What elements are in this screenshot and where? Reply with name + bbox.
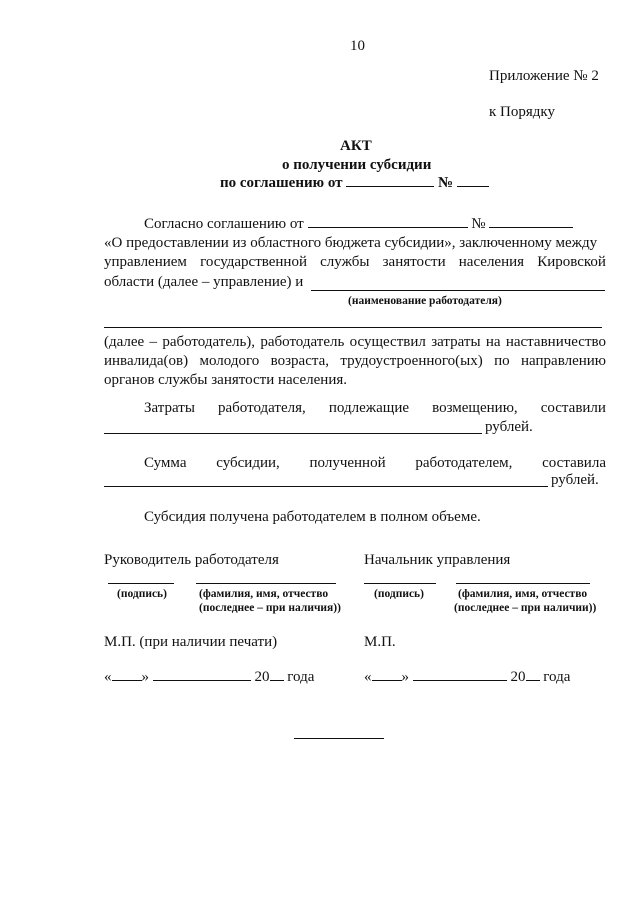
right-fio-line (456, 583, 590, 584)
document-subtitle: о получении субсидии (282, 157, 432, 173)
right-sign-caption: (подпись) (374, 588, 424, 600)
sum-amount-blank (104, 486, 548, 487)
left-day-blank (112, 668, 142, 681)
p2-line2-w3: трудоустроенного(ых) (340, 353, 483, 369)
p2-line2-w0: инвалида(ов) (104, 353, 189, 369)
sum-line (144, 454, 606, 472)
p1-line3-w4: населения (458, 254, 525, 270)
p2-line1-w4: осуществил (349, 334, 426, 350)
p2-line1-w0: (далее (104, 334, 145, 350)
left-date-line (104, 668, 314, 686)
right-fio-caption-1: (фамилия, имя, отчество (458, 588, 588, 600)
p1-line1 (144, 215, 573, 233)
p1-line3-w2: службы (320, 254, 370, 270)
sum-w4: составила (542, 455, 606, 471)
left-year-suffix: года (287, 669, 315, 685)
left-year-prefix: 20 (254, 669, 270, 685)
agreement-number-sign: № (438, 175, 454, 191)
sum-w2: полученной (309, 455, 386, 471)
costs-w0: Затраты (144, 400, 195, 416)
p2-line2-w1: молодого (199, 353, 260, 369)
sum-suffix: рублей. (551, 472, 599, 488)
p1-line3-w5: Кировской (537, 254, 606, 270)
left-role: Руководитель работодателя (104, 552, 279, 568)
p2-line1-w1: – (149, 334, 158, 350)
sum-w3: работодателем, (415, 455, 513, 471)
closing-separator (294, 738, 384, 739)
right-role: Начальник управления (364, 552, 511, 568)
p2-line1-w6: на (485, 334, 501, 350)
left-sign-line (108, 583, 174, 584)
p2-line2-w4: по (494, 353, 510, 369)
page-number: 10 (350, 38, 365, 54)
right-month-blank (413, 668, 507, 681)
p1-line3-w0: управлением (104, 254, 187, 270)
p1-line3-w3: занятости (382, 254, 446, 270)
costs-w2: подлежащие (328, 400, 410, 416)
costs-suffix: рублей. (485, 419, 533, 435)
right-day-blank (372, 668, 402, 681)
agreement-number-blank (457, 174, 489, 187)
agreement-prefix: по соглашению от (220, 175, 343, 191)
left-fio-line (196, 583, 336, 584)
p2-line1-w7: наставничество (505, 334, 606, 350)
p1-date-blank (308, 215, 468, 228)
p2-line2-w2: возраста, (270, 353, 330, 369)
employer-name-blank (311, 290, 605, 291)
costs-amount-blank (104, 433, 482, 434)
p2-line1 (104, 333, 606, 351)
left-fio-caption-1: (фамилия, имя, отчество (199, 588, 329, 600)
left-date-close: » (141, 669, 149, 685)
p1-number-blank (489, 215, 573, 228)
appendix-label: Приложение № 2 (489, 68, 599, 84)
right-stamp: М.П. (364, 634, 396, 650)
agreement-line (220, 174, 489, 192)
left-stamp: М.П. (при наличии печати) (104, 634, 278, 650)
p1-line2: «О предоставлении из областного бюджета субсидии», заключенному между (104, 235, 598, 251)
p2-line1-w3: работодатель (260, 334, 345, 350)
left-sign-caption: (подпись) (117, 588, 167, 600)
p1-number-sign: № (471, 216, 486, 232)
right-date-close: » (401, 669, 409, 685)
costs-w4: составили (540, 400, 606, 416)
left-date-open: « (104, 669, 112, 685)
p1-line3-w1: государственной (200, 254, 307, 270)
full-received-text: Субсидия получена работодателем в полном объеме. (144, 509, 481, 525)
p2-line3: органов службы занятости населения. (104, 372, 348, 388)
document-title: АКТ (340, 138, 372, 154)
p1-line3 (104, 253, 606, 271)
p2-line2-w5: направлению (521, 353, 606, 369)
left-fio-caption-2: (последнее – при наличия)) (199, 602, 341, 614)
right-date-line (364, 668, 570, 686)
employer-name-blank-2 (104, 327, 602, 328)
employer-caption: (наименование работодателя) (348, 295, 502, 307)
order-reference: к Порядку (489, 104, 555, 120)
costs-w1: работодателя, (218, 400, 306, 416)
sum-w1: субсидии, (216, 455, 280, 471)
p1-prefix: Согласно соглашению от (144, 216, 304, 232)
left-month-blank (153, 668, 251, 681)
right-date-open: « (364, 669, 372, 685)
right-sign-line (364, 583, 436, 584)
right-fio-caption-2: (последнее – при наличии)) (454, 602, 597, 614)
right-year-blank (526, 668, 540, 681)
left-year-blank (270, 668, 284, 681)
costs-w3: возмещению, (432, 400, 518, 416)
p1-line4: области (далее – управление) и (104, 274, 304, 290)
sum-w0: Сумма (144, 455, 187, 471)
p2-line2 (104, 352, 606, 370)
p2-line1-w2: работодатель), (162, 334, 256, 350)
agreement-date-blank (346, 174, 434, 187)
right-year-suffix: года (543, 669, 571, 685)
p2-line1-w5: затраты (431, 334, 481, 350)
costs-line (144, 399, 606, 417)
right-year-prefix: 20 (510, 669, 526, 685)
